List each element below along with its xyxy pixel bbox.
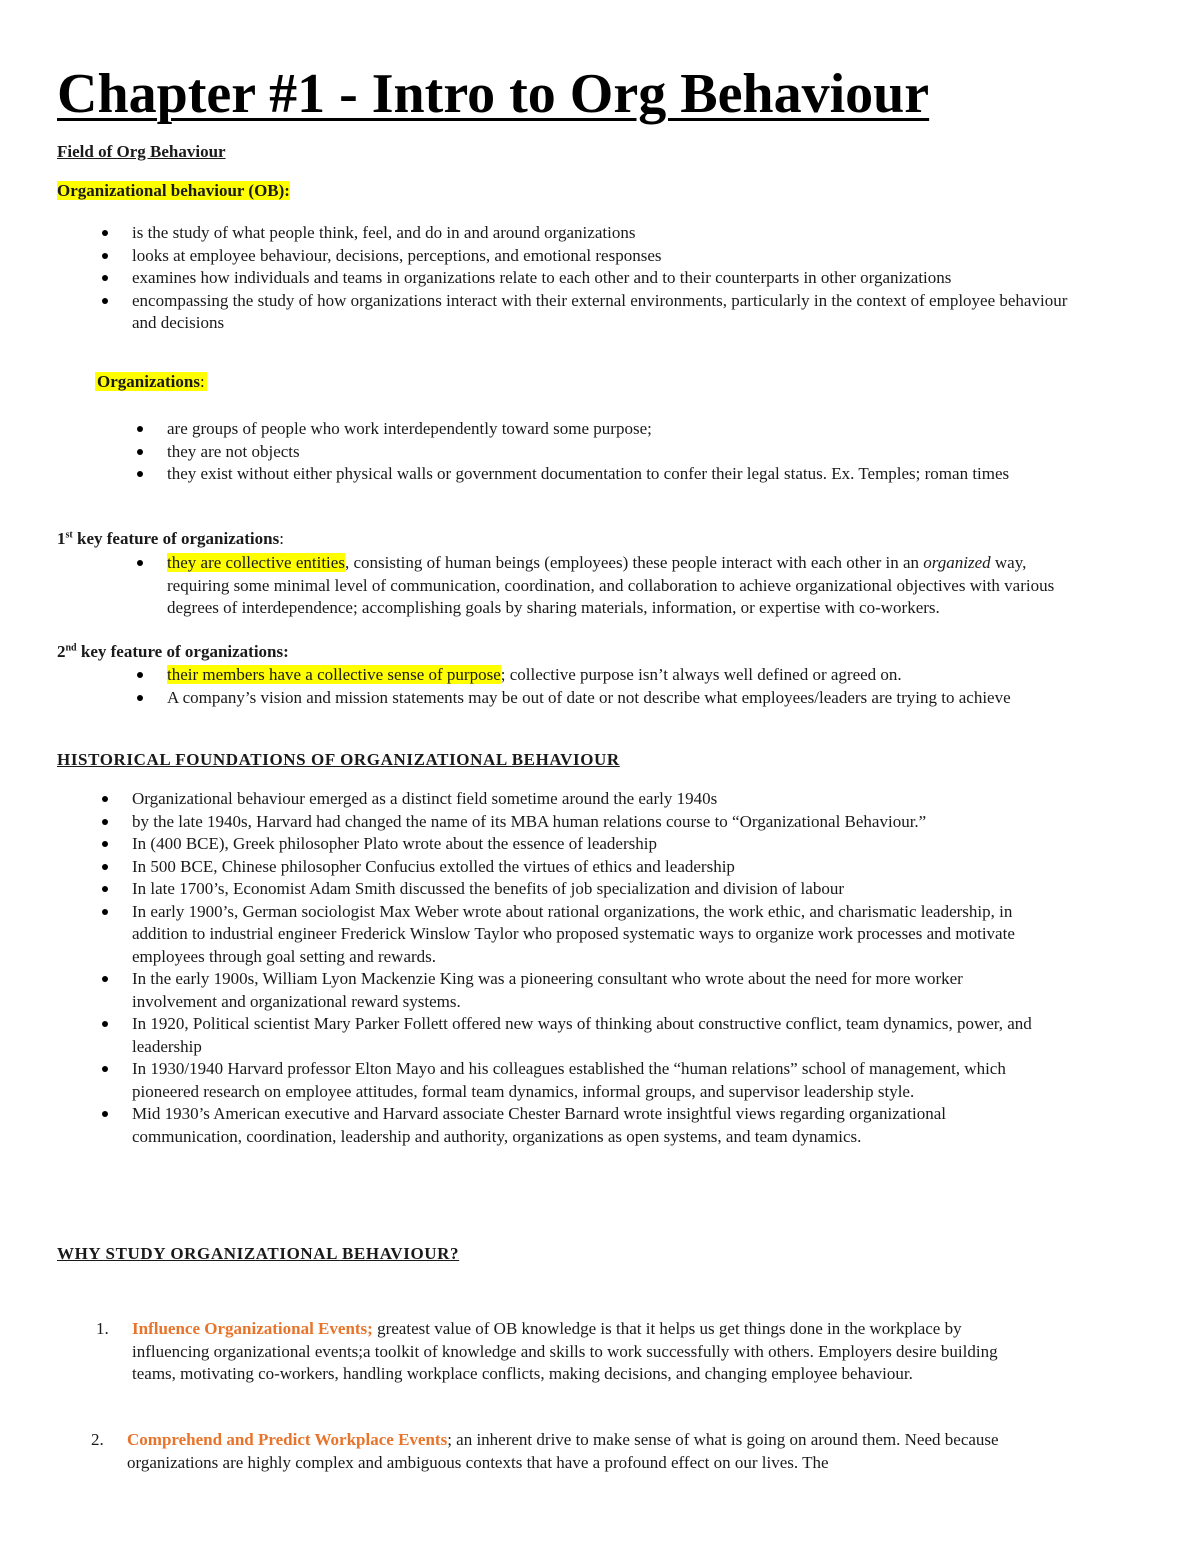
list-number: 2.: [91, 1430, 104, 1449]
bullet-icon: [102, 796, 108, 802]
list-item: they are collective entities, consisting of human beings (employees) these people interact with each other in an organized way, requiring some minimal level of communication, coordination, and collaboration to achieve organizational objectives with various degrees of interdependence; accomplishing goals by sharing materials, information, or expertise with co-workers.: [167, 552, 1062, 620]
bullet-icon: [102, 886, 108, 892]
historical-heading: HISTORICAL FOUNDATIONS OF ORGANIZATIONAL BEHAVIOUR: [57, 750, 620, 769]
list-item: In 500 BCE, Chinese philosopher Confucius extolled the virtues of ethics and leadership: [132, 856, 1042, 879]
list-item: In late 1700’s, Economist Adam Smith discussed the benefits of job specialization and division of labour: [132, 878, 1042, 901]
ob-term-highlight: Organizational behaviour (OB):: [57, 181, 290, 200]
list-item: they exist without either physical walls or government documentation to confer their legal status. Ex. Temples; roman times: [167, 463, 1067, 486]
bullet-icon: [102, 275, 108, 281]
list-item: In 1930/1940 Harvard professor Elton Mayo and his colleagues established the “human relations” school of management, which pioneered research on employee attitudes, formal team dynamics, informal groups, and supervisor leadership style.: [132, 1058, 1042, 1103]
list-item: In the early 1900s, William Lyon Mackenzie King was a pioneering consultant who wrote about the need for more worker involvement and organizational reward systems.: [132, 968, 1042, 1013]
bullet-icon: [102, 253, 108, 259]
list-item: 1. Influence Organizational Events; greatest value of OB knowledge is that it helps us get things done in the workplace by influencing organizational events;a toolkit of knowledge and skills to work successfully with others. Employers desire building teams, motivating co-workers, handling workplace conflicts, making decisions, and changing employee behaviour.: [96, 1319, 998, 1383]
list-item: are groups of people who work interdependently toward some purpose;: [167, 418, 1067, 441]
list-item: is the study of what people think, feel, and do in and around organizations: [132, 222, 1092, 245]
list-item: encompassing the study of how organizations interact with their external environments, particularly in the context of employee behaviour and decisions: [132, 290, 1092, 335]
bullet-icon: [102, 1021, 108, 1027]
ob-bullet-list: [132, 222, 1092, 335]
ob-term: [57, 181, 290, 201]
bullet-icon: [137, 695, 143, 701]
bullet-icon: [102, 841, 108, 847]
list-item: examines how individuals and teams in organizations relate to each other and to their counterparts in other organizations: [132, 267, 1092, 290]
bullet-icon: [137, 471, 143, 477]
bullet-icon: [102, 819, 108, 825]
organizations-term-highlight: Organizations:: [97, 372, 205, 391]
bullet-icon: [102, 909, 108, 915]
list-item: In early 1900’s, German sociologist Max Weber wrote about rational organizations, the work ethic, and charismatic leadership, in addition to industrial engineer Frederick Winslow Taylor who proposed systematic ways to organize work processes and motivate employees through goal setting and rewards.: [132, 901, 1042, 969]
bullet-icon: [137, 560, 143, 566]
list-item: by the late 1940s, Harvard had changed the name of its MBA human relations course to “Organizational Behaviour.”: [132, 811, 1042, 834]
why-study-item-2: [91, 1429, 1057, 1474]
list-item: 2. Comprehend and Predict Workplace Events; an inherent drive to make sense of what is going on around them. Need because organizations are highly complex and ambiguous contexts that have a profound effect on our lives. The: [91, 1430, 999, 1472]
bullet-icon: [102, 1111, 108, 1117]
bullet-icon: [137, 449, 143, 455]
list-item: looks at employee behaviour, decisions, perceptions, and emotional responses: [132, 245, 1092, 268]
key-feature-2-list: [167, 664, 1067, 709]
key-feature-1-list: [167, 552, 1062, 620]
bullet-icon: [102, 976, 108, 982]
list-item: In 1920, Political scientist Mary Parker Follett offered new ways of thinking about constructive conflict, team dynamics, power, and leadership: [132, 1013, 1042, 1058]
bullet-icon: [102, 230, 108, 236]
list-item: Organizational behaviour emerged as a distinct field sometime around the early 1940s: [132, 788, 1042, 811]
list-item: their members have a collective sense of purpose; collective purpose isn’t always well defined or agreed on.: [167, 664, 1067, 687]
historical-bullet-list: [132, 788, 1042, 1148]
list-item: Mid 1930’s American executive and Harvard associate Chester Barnard wrote insightful views regarding organizational communication, coordination, leadership and authority, organizations as open systems, and team dynamics.: [132, 1103, 1042, 1148]
item-label: Comprehend and Predict Workplace Events: [127, 1430, 448, 1449]
field-heading: Field of Org Behaviour: [57, 142, 226, 161]
organizations-bullet-list: [167, 418, 1067, 486]
key-feature-2-heading: 2nd key feature of organizations:: [57, 642, 289, 661]
why-study-item-1: [96, 1318, 1012, 1386]
bullet-icon: [102, 864, 108, 870]
bullet-icon: [102, 298, 108, 304]
list-item: A company’s vision and mission statements may be out of date or not describe what employees/leaders are trying to achieve: [167, 687, 1067, 710]
list-item: they are not objects: [167, 441, 1067, 464]
bullet-icon: [137, 672, 143, 678]
key-feature-1-heading: 1st key feature of organizations:: [57, 529, 284, 548]
list-item: In (400 BCE), Greek philosopher Plato wrote about the essence of leadership: [132, 833, 1042, 856]
organizations-term: [95, 372, 207, 392]
why-study-heading: WHY STUDY ORGANIZATIONAL BEHAVIOUR?: [57, 1244, 460, 1263]
bullet-icon: [137, 426, 143, 432]
bullet-icon: [102, 1066, 108, 1072]
page-title: Chapter #1 - Intro to Org Behaviour: [57, 63, 930, 125]
list-number: 1.: [96, 1319, 109, 1338]
item-label: Influence Organizational Events;: [132, 1319, 373, 1338]
